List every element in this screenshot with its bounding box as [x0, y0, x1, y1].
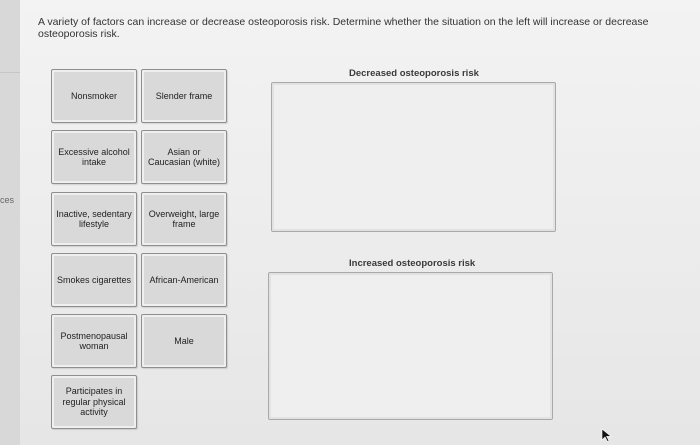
card-label: Asian or Caucasian (white): [147, 146, 221, 167]
left-gutter: [0, 0, 20, 445]
card-label: Nonsmoker: [70, 90, 117, 101]
card-label: African-American: [149, 274, 219, 285]
card-label: Smokes cigarettes: [56, 274, 132, 285]
decreased-risk-title: Decreased osteoporosis risk: [349, 68, 479, 79]
drag-card-nonsmoker[interactable]: [51, 69, 137, 123]
increased-risk-drop-zone[interactable]: [268, 272, 553, 420]
drag-card-overweight[interactable]: [141, 192, 227, 246]
increased-risk-title: Increased osteoporosis risk: [349, 258, 476, 269]
drag-card-postmenopausal[interactable]: [51, 314, 137, 368]
question-instructions: A variety of factors can increase or decrease osteoporosis risk. Determine whether the situation on the left will increase or decrease osteoporosis risk.: [38, 16, 649, 40]
gutter-divider: [0, 12, 20, 73]
mouse-pointer-icon: [601, 428, 613, 442]
card-label: Postmenopausal woman: [60, 330, 128, 351]
card-label: Slender frame: [155, 90, 213, 101]
drag-card-inactive-lifestyle[interactable]: [51, 192, 137, 246]
gutter-label: ces: [0, 195, 15, 205]
card-label: Overweight, large frame: [148, 208, 220, 229]
card-label: Male: [174, 335, 194, 346]
drag-card-asian-caucasian[interactable]: [141, 130, 227, 184]
drag-card-african-american[interactable]: [141, 253, 227, 307]
drag-card-excessive-alcohol[interactable]: [51, 130, 137, 184]
decreased-risk-drop-zone[interactable]: [271, 82, 556, 232]
drag-card-male[interactable]: [141, 314, 227, 368]
card-label: Inactive, sedentary lifestyle: [56, 208, 132, 229]
card-label: Excessive alcohol intake: [58, 146, 130, 167]
card-label: Participates in regular physical activity: [62, 386, 126, 418]
drag-card-slender-frame[interactable]: [141, 69, 227, 123]
drag-card-smokes-cigarettes[interactable]: [51, 253, 137, 307]
drag-card-physical-activity[interactable]: [51, 375, 137, 429]
